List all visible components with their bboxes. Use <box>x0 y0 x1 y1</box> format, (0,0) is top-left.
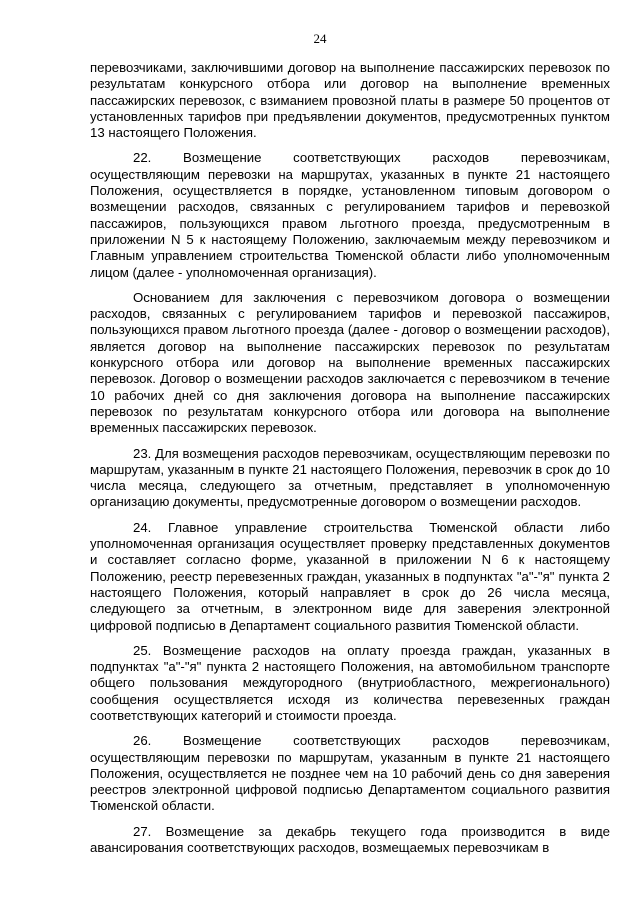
paragraph-25: 25. Возмещение расходов на оплату проезда граждан, указанных в подпунктах "а"-"я" пункта 2 настоящего Положения, на автомобильном транспорте общего пользования междугородного (внутриобластного, межрегионального) сообщения осуществляется исходя из количества перевезенных граждан соответствующих категорий и стоимости проезда. <box>90 642 610 723</box>
paragraph-22-basis: Основанием для заключения с перевозчиком договора о возмещении расходов, связанных с регулированием тарифов и перевозкой пассажиров, пользующихся правом льготного проезда (далее - договор о возмещении расходов), является договор на выполнение пассажирских перевозок по результатам конкурсного отбора или договор на выполнение временных пассажирских перевозок. Договор о возмещении расходов заключается с перевозчиком в течение 10 рабочих дней со дня заключения договора на выполнение пассажирских перевозок по результатам конкурсного отбора или договора на выполнение временных пассажирских перевозок. <box>90 289 610 436</box>
paragraph-22: 22. Возмещение соответствующих расходов перевозчикам, осуществляющим перевозки на маршрутах, указанных в пункте 21 настоящего Положения, осуществляется в порядке, установленном типовым договором о возмещении расходов, связанных с регулированием тарифов и перевозкой пассажиров, пользующихся правом льготного проезда, предусмотренным в приложении N 5 к настоящему Положению, заключаемым между перевозчиком и Главным управлением строительства Тюменской области либо уполномоченным лицом (далее - уполномоченная организация). <box>90 150 610 280</box>
document-body <box>90 60 610 856</box>
paragraph-27: 27. Возмещение за декабрь текущего года производится в виде авансирования соответствующих расходов, возмещаемых перевозчикам в <box>90 823 610 856</box>
paragraph-26: 26. Возмещение соответствующих расходов перевозчикам, осуществляющим перевозки по маршрутам, указанным в пункте 21 настоящего Положения, осуществляется не позднее чем на 10 рабочий день со дня заверения реестров электронной цифровой подписью Департаментом социального развития Тюменской области. <box>90 733 610 814</box>
paragraph-continuation: перевозчиками, заключившими договор на выполнение пассажирских перевозок по результатам конкурсного отбора или договор на выполнение временных пассажирских перевозок, с взиманием провозной платы в размере 50 процентов от установленных тарифов при предъявлении документов, предусмотренных пунктом 13 настоящего Положения. <box>90 60 610 141</box>
paragraph-23: 23. Для возмещения расходов перевозчикам, осуществляющим перевозки по маршрутам, указанным в пункте 21 настоящего Положения, перевозчик в срок до 10 числа месяца, следующего за отчетным, представляет в уполномоченную организацию документы, предусмотренные договором о возмещении расходов. <box>90 445 610 510</box>
paragraph-24: 24. Главное управление строительства Тюменской области либо уполномоченная организация осуществляет проверку представленных документов и составляет согласно форме, указанной в приложении N 6 к настоящему Положению, реестр перевезенных граждан, указанных в подпунктах "а"-"я" пункта 2 настоящего Положения, который направляет в срок до 26 числа месяца, следующего за отчетным, в электронном виде для заверения электронной цифровой подписью в Департамент социального развития Тюменской области. <box>90 519 610 633</box>
page-number: 24 <box>313 31 327 46</box>
